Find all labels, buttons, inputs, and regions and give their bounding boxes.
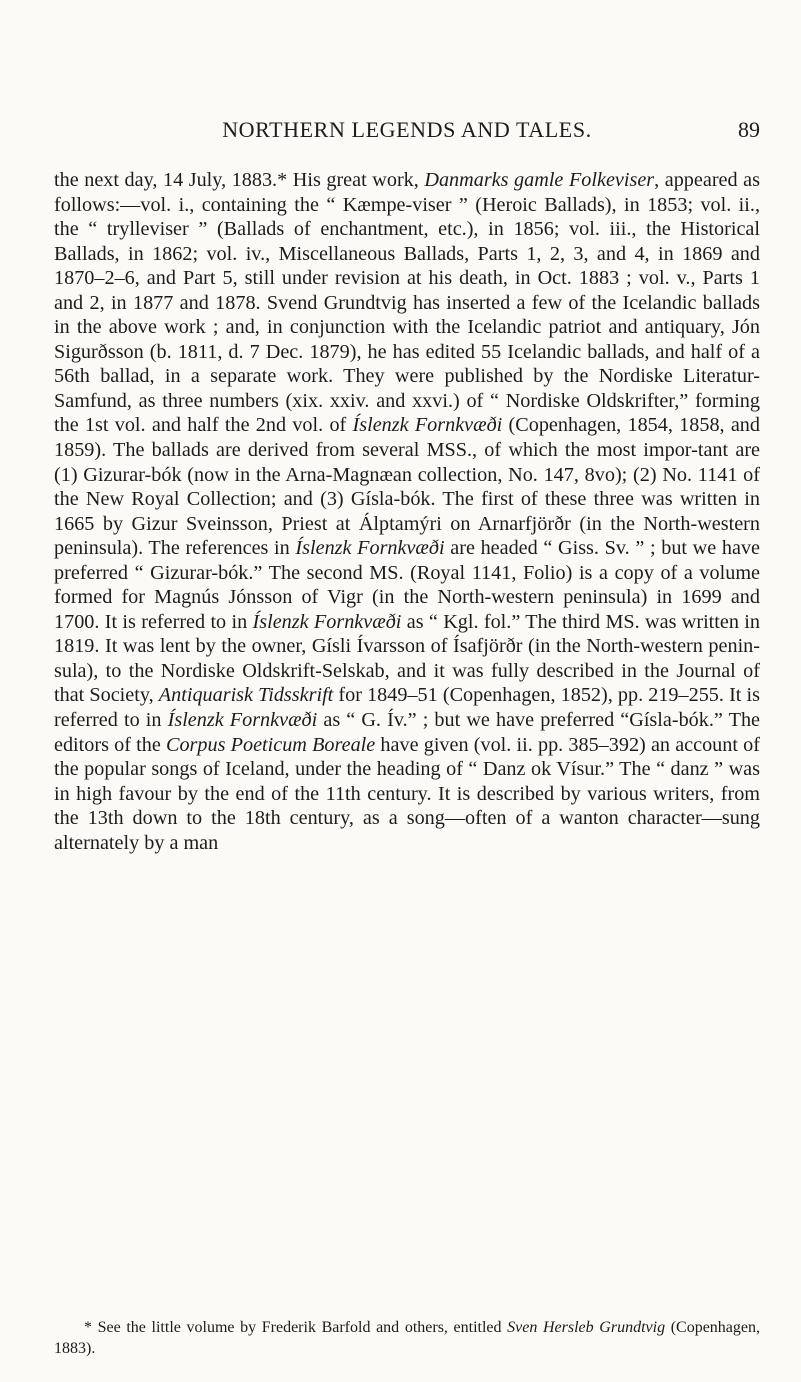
book-title: Íslenzk Fornkvæði: [352, 414, 503, 437]
book-title: Danmarks gamle Folkeviser: [424, 169, 655, 191]
footnote-book-title: Sven Hersleb Grundtvig: [507, 1319, 666, 1336]
text-run: are headed “ Giss. Sv. ” ; but we have preferred “ Gizurar-bók.” The second MS. (Royal 1141, Folio) is a copy of a volume formed for Magnús Jónsson of Vigr (in the North-western peninsula) in 1699 and 1700. It is referred to in: [54, 537, 760, 633]
body-paragraph: [54, 168, 760, 855]
text-run: the next day, 14 July, 1883.* His great work,: [54, 169, 425, 191]
book-title: Corpus Poeticum Boreale: [166, 733, 376, 756]
journal-title: Antiquarisk Tidsskrift: [158, 684, 334, 707]
text-run: have given (vol. ii. pp. 385–392) an account of the popular songs of Iceland, under the heading of “ Danz ok Vísur.” The “ danz ” was in high favour by the end of the 11th century. It is described by various writers, from the 13th down to the 18th century, as a song—often of a wanton character—sung alternately by a man: [54, 733, 760, 854]
running-title: NORTHERN LEGENDS AND TALES.: [222, 117, 592, 142]
running-head: [54, 117, 760, 147]
text-run: , appeared as follows:—vol. i., containing the “ Kæmpe-viser ” (Heroic Ballads), in 1853; vol. ii., the “ trylleviser ” (Ballads of enchantment, etc.), in 1856; vol. iii., the Historical Ballads, in 1862; vol. iv., Miscellaneous Ballads, Parts 1, 2, 3, and 4, in 1869 and 1870–2–6, and Part 5, still under revision at his death, in Oct. 1883 ; vol. v., Parts 1 and 2, in 1877 and 1878. Svend Grundtvig has inserted a few of the Icelandic ballads in the above work ; and, in conjunction with the Icelandic patriot and antiquary, Jón Sigurðsson (b. 1811, d. 7 Dec. 1879), he has edited 55 Icelandic ballads, and half of a 56th ballad, in a separate work. They were published by the Nordiske Literatur-Samfund, as three numbers (xix. xxiv. and xxvi.) of “ Nordiske Oldskrifter,” forming the 1st vol. and half the 2nd vol. of: [54, 169, 760, 437]
footnote: [54, 1317, 760, 1359]
text-run: (Copenhagen, 1854, 1858, and 1859). The ballads are derived from several MSS., of which the most impor-tant are (1) Gizurar-bók (now in the Arna-Magnæan collection, No. 147, 8vo); (2) No. 1141 of the New Royal Collection; and (3) Gísla-bók. The first of these three was written in 1665 by Gizur Sveinsson, Priest at Álptamýri on Arnarfjörðr (in the North-western peninsula). The references in: [54, 414, 760, 560]
text-run: as “ Kgl. fol.” The third MS. was written in 1819. It was lent by the owner, Gísli Ívarsson of Ísafjörðr (in the North-western penin-sula), to the Nordiske Oldskrift-Selskab, and it was fully described in the Journal of that Society,: [54, 610, 760, 707]
footnote-text: * See the little volume by Frederik Barfold and others, entitled: [84, 1319, 508, 1336]
text-run: as “ G. Ív.” ; but we have preferred “Gísla-bók.” The editors of the: [54, 709, 760, 756]
footnote-text: (Copenhagen, 1883).: [54, 1319, 761, 1357]
book-title: Íslenzk Fornkvæði: [295, 537, 445, 560]
page-number: 89: [738, 117, 760, 142]
book-title: Íslenzk Fornkvæði: [167, 709, 318, 732]
book-title: Íslenzk Fornkvæði: [252, 610, 402, 633]
text-run: for 1849–51 (Copenhagen, 1852), pp. 219–255. It is referred to in: [54, 684, 760, 732]
